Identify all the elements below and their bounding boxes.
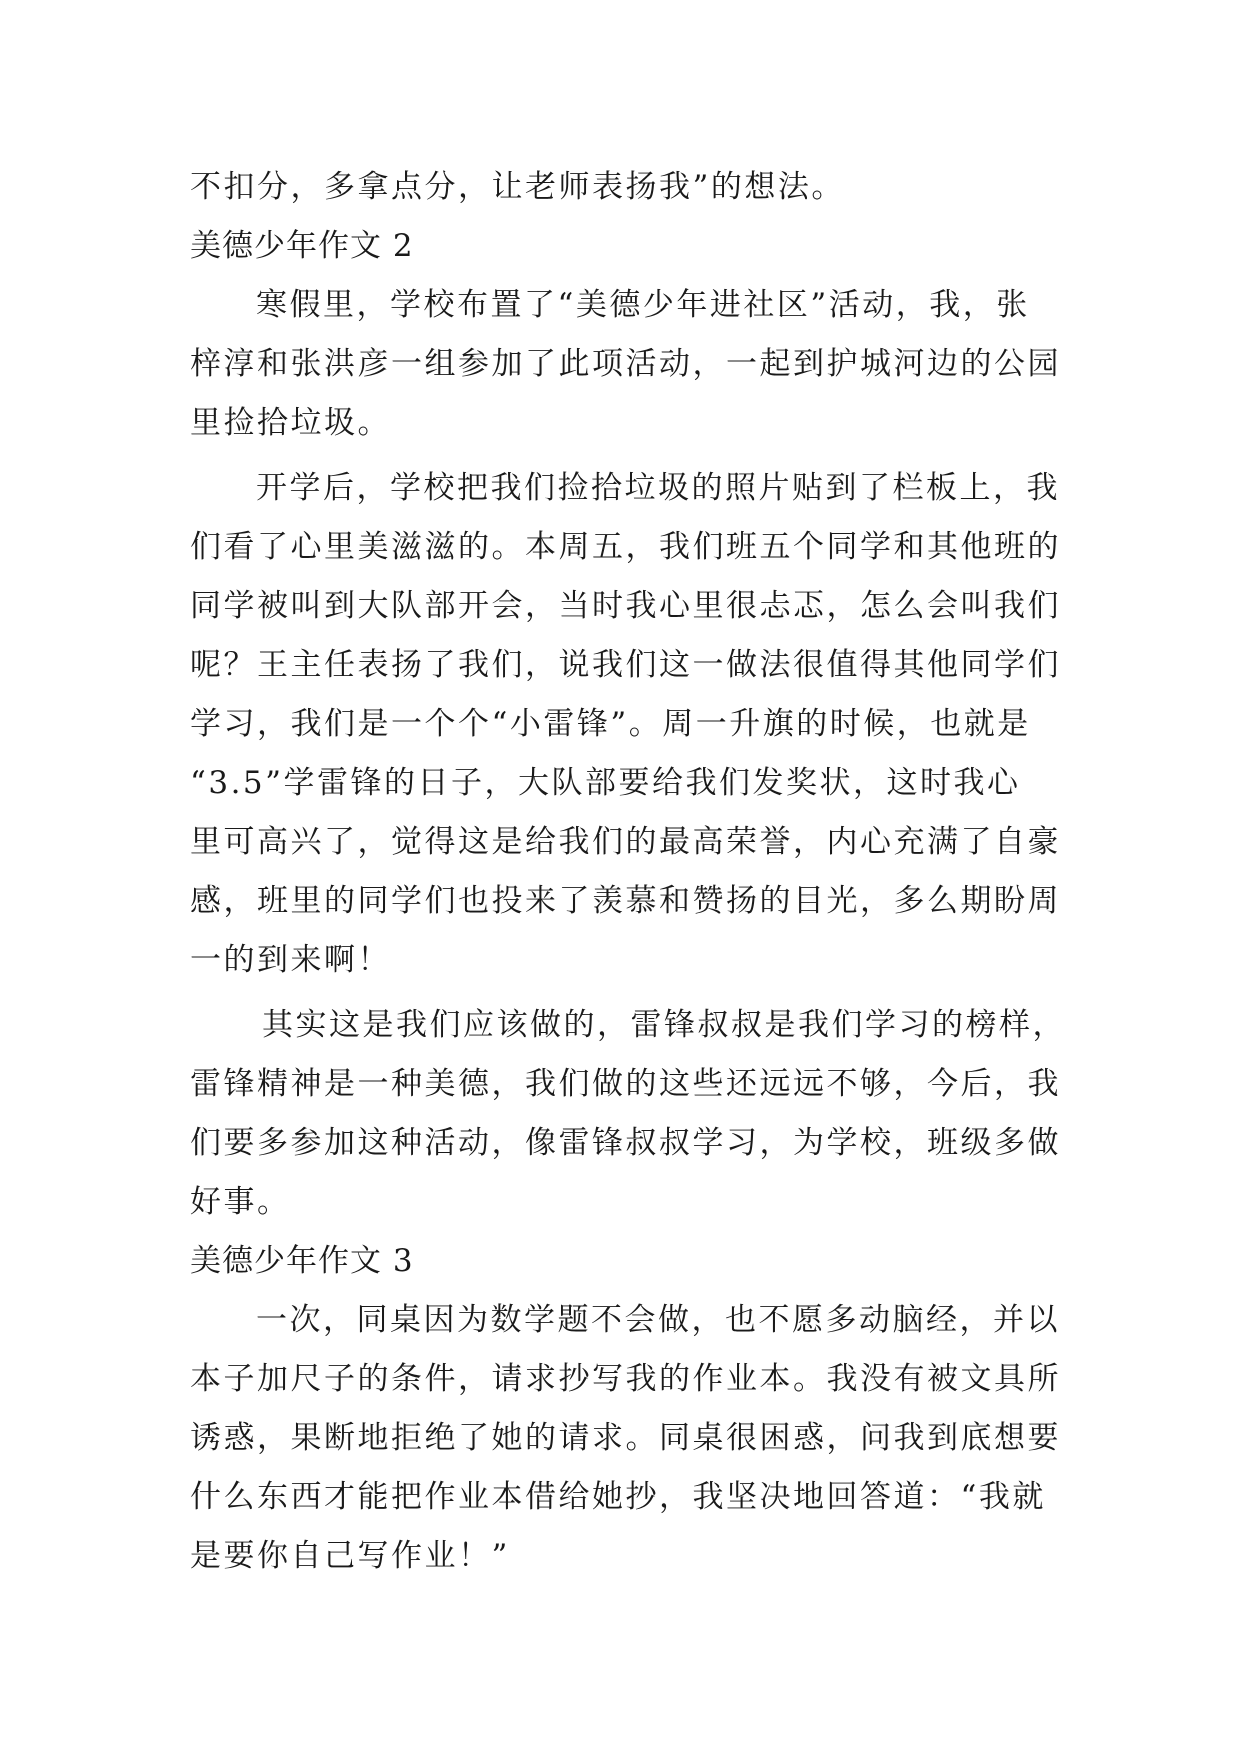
text-line: 学习，我们是一个个“小雷锋”。周一升旗的时候，也就是 [190, 706, 1031, 742]
essay2-title: 美德少年作文 2 [190, 228, 414, 264]
text-line: 感，班里的同学们也投来了羡慕和赞扬的目光，多么期盼周 [190, 883, 1061, 919]
text-line: 本子加尺子的条件，请求抄写我的作业本。我没有被文具所 [190, 1361, 1061, 1397]
text-line: 梓淳和张洪彦一组参加了此项活动，一起到护城河边的公园 [190, 346, 1061, 382]
text-line: 诱惑，果断地拒绝了她的请求。同桌很困惑，问我到底想要 [190, 1420, 1061, 1456]
intro-tail-line: 不扣分，多拿点分，让老师表扬我”的想法。 [190, 169, 845, 205]
text-line: 里可高兴了，觉得这是给我们的最高荣誉，内心充满了自豪 [190, 824, 1061, 860]
text-line: 们看了心里美滋滋的。本周五，我们班五个同学和其他班的 [190, 529, 1061, 565]
text-line: 们要多参加这种活动，像雷锋叔叔学习，为学校，班级多做 [190, 1125, 1061, 1161]
text-line: “3.5”学雷锋的日子，大队部要给我们发奖状，这时我心 [190, 765, 1021, 801]
text-line: 好事。 [190, 1184, 291, 1220]
text-line: 是要你自己写作业！” [190, 1538, 510, 1574]
text-line: 寒假里，学校布置了“美德少年进社区”活动，我，张 [256, 287, 1030, 323]
text-line: 里捡拾垃圾。 [190, 405, 391, 441]
text-line: 呢？王主任表扬了我们，说我们这一做法很值得其他同学们 [190, 647, 1061, 683]
text-line: 雷锋精神是一种美德，我们做的这些还远远不够，今后，我 [190, 1066, 1061, 1102]
text-line: 什么东西才能把作业本借给她抄，我坚决地回答道：“我就 [190, 1479, 1046, 1515]
essay2-paragraph-1 [190, 276, 1060, 453]
text-line: 同学被叫到大队部开会，当时我心里很忐忑，怎么会叫我们 [190, 588, 1061, 624]
text-line: 一次，同桌因为数学题不会做，也不愿多动脑经，并以 [256, 1302, 1060, 1338]
essay3-paragraph-1 [190, 1291, 1060, 1586]
essay2-paragraph-2 [190, 459, 1060, 990]
document-page [190, 158, 1066, 1586]
text-line: 其实这是我们应该做的，雷锋叔叔是我们学习的榜样， [262, 1007, 1066, 1043]
text-line: 一的到来啊！ [190, 942, 391, 978]
essay3-title: 美德少年作文 3 [190, 1243, 414, 1279]
essay2-paragraph-3 [190, 996, 1066, 1232]
text-line: 开学后，学校把我们捡拾垃圾的照片贴到了栏板上，我 [256, 470, 1060, 506]
